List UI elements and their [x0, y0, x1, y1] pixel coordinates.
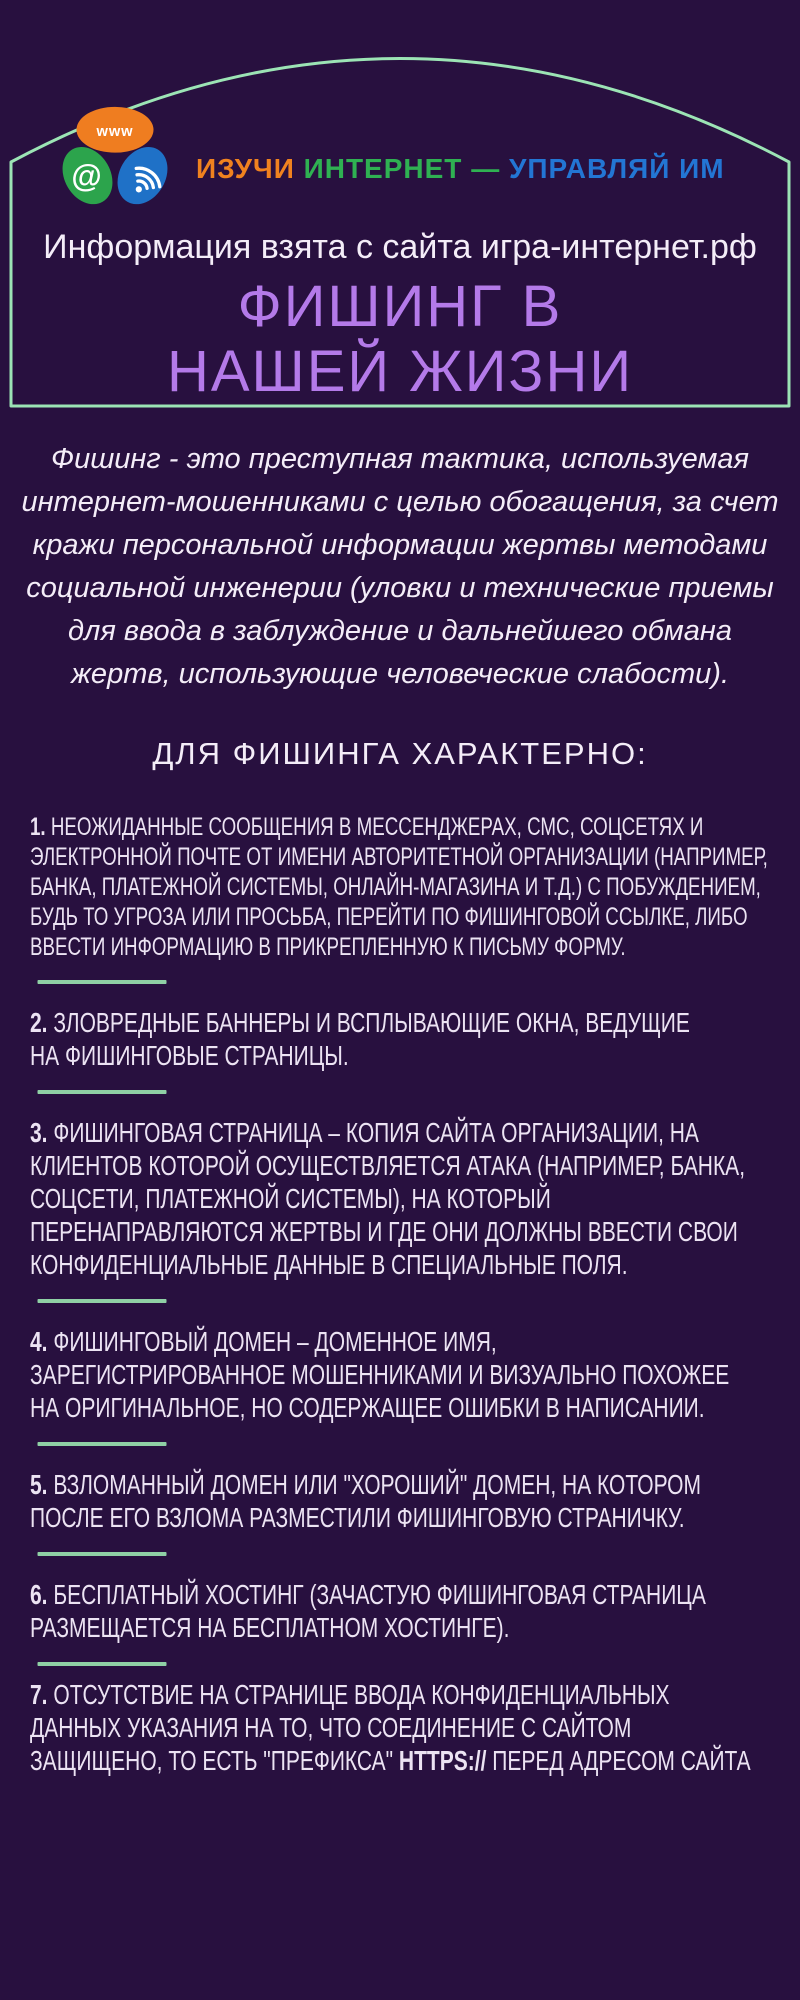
page-title — [0, 274, 800, 404]
list-heading: ДЛЯ ФИШИНГА ХАРАКТЕРНО: — [152, 736, 648, 771]
logo-text — [196, 152, 776, 186]
item-text-segment: ЗЛОВРЕДНЫЕ БАННЕРЫ И ВСПЛЫВАЮЩИЕ ОКНА, ВЕДУЩИЕ НА ФИШИНГОВЫЕ СТРАНИЦЫ. — [30, 1007, 690, 1071]
intro-paragraph: Фишинг - это преступная тактика, используемая интернет-мошенниками с целью обогащения, за счет кражи персональной информации жертвы методами социальной инженерии (уловки и технические приемы для ввода в заблуждение и дальнейшего обмана жертв, использующие человеческие слабости). — [21, 443, 779, 690]
characteristics-list — [30, 812, 770, 1777]
separator-line — [38, 1442, 167, 1446]
separator-line — [38, 1552, 167, 1556]
list-item — [30, 1006, 770, 1072]
item-text — [30, 1325, 770, 1424]
list-item — [30, 1468, 770, 1534]
separator-line — [38, 1299, 167, 1303]
svg-text:@: @ — [71, 158, 102, 194]
item-text-segment: ОТСУТСТВИЕ НА СТРАНИЦЕ ВВОДА КОНФИДЕНЦИАЛЬНЫХ ДАННЫХ УКАЗАНИЯ НА ТО, ЧТО СОЕДИНЕНИЕ С САЙТОМ ЗАЩИЩЕНО, ТО ЕСТЬ "ПРЕФИКСА" — [30, 1679, 670, 1776]
item-number: 2. — [30, 1007, 48, 1038]
item-text — [30, 812, 770, 962]
item-text — [30, 1578, 770, 1644]
list-item — [30, 1116, 770, 1281]
item-number: 7. — [30, 1679, 48, 1710]
list-item — [30, 1678, 770, 1777]
item-text-segment: НЕОЖИДАННЫЕ СООБЩЕНИЯ В МЕССЕНДЖЕРАХ, СМС, СОЦСЕТЯХ И ЭЛЕКТРОННОЙ ПОЧТЕ ОТ ИМЕНИ АВТОРИТЕТНОЙ ОРГАНИЗАЦИИ (НАПРИМЕР, БАНКА, ПЛАТЕЖНОЙ СИСТЕМЫ, ОНЛАЙН-МАГАЗИНА И Т.Д.) С ПОБУЖДЕНИЕМ, БУДЬ ТО УГРОЗА ИЛИ ПРОСЬБА, ПЕРЕЙТИ ПО ФИШИНГОВОЙ ССЫЛКЕ, ЛИБО ВВЕСТИ ИНФОРМАЦИЮ В ПРИКРЕПЛЕННУЮ К ПИСЬМУ ФОРМУ. — [30, 813, 768, 961]
item-number: 1. — [30, 813, 46, 841]
item-number: 6. — [30, 1579, 48, 1610]
item-number: 5. — [30, 1469, 48, 1500]
separator-line — [38, 980, 167, 984]
item-text-bold-segment: HTTPS:// — [398, 1745, 487, 1776]
logo-icon — [60, 104, 170, 216]
item-number: 4. — [30, 1326, 48, 1357]
item-text-segment: ПЕРЕД АДРЕСОМ САЙТА — [486, 1745, 751, 1776]
item-text — [30, 1468, 770, 1534]
list-item — [30, 1578, 770, 1644]
page-title-line-1: ФИШИНГ В — [237, 274, 563, 339]
svg-text:www: www — [96, 124, 134, 141]
item-text-segment: БЕСПЛАТНЫЙ ХОСТИНГ (ЗАЧАСТУЮ ФИШИНГОВАЯ СТРАНИЦА РАЗМЕЩАЕТСЯ НА БЕСПЛАТНОМ ХОСТИНГЕ). — [30, 1579, 706, 1643]
logo-text-part: ИНТЕРНЕТ — — [303, 153, 509, 184]
item-text-segment: ВЗЛОМАННЫЙ ДОМЕН ИЛИ "ХОРОШИЙ" ДОМЕН, НА КОТОРОМ ПОСЛЕ ЕГО ВЗЛОМА РАЗМЕСТИЛИ ФИШИНГОВУЮ СТРАНИЧКУ. — [30, 1469, 701, 1533]
page-title-line-2: НАШЕЙ ЖИЗНИ — [166, 339, 634, 404]
separator-line — [38, 1662, 167, 1666]
list-item — [30, 812, 770, 962]
logo-text-part: ИЗУЧИ — [196, 153, 304, 184]
item-number: 3. — [30, 1117, 48, 1148]
logo-text-part: УПРАВЛЯЙ ИМ — [508, 153, 725, 184]
list-item — [30, 1325, 770, 1424]
item-text — [30, 1678, 770, 1777]
source-attribution: Информация взята с сайта игра-интернет.рф — [43, 228, 757, 266]
item-text — [30, 1116, 770, 1281]
item-text-segment: ФИШИНГОВАЯ СТРАНИЦА – КОПИЯ САЙТА ОРГАНИЗАЦИИ, НА КЛИЕНТОВ КОТОРОЙ ОСУЩЕСТВЛЯЕТСЯ АТАКА (НАПРИМЕР, БАНКА, СОЦСЕТИ, ПЛАТЕЖНОЙ СИСТЕМЫ), НА КОТОРЫЙ ПЕРЕНАПРАВЛЯЮТСЯ ЖЕРТВЫ И ГДЕ ОНИ ДОЛЖНЫ ВВЕСТИ СВОИ КОНФИДЕНЦИАЛЬНЫЕ ДАННЫЕ В СПЕЦИАЛЬНЫЕ ПОЛЯ. — [30, 1117, 746, 1280]
www-badge — [77, 107, 154, 153]
separator-line — [38, 1090, 167, 1094]
item-text-segment: ФИШИНГОВЫЙ ДОМЕН – ДОМЕННОЕ ИМЯ, ЗАРЕГИСТРИРОВАННОЕ МОШЕННИКАМИ И ВИЗУАЛЬНО ПОХОЖЕЕ НА ОРИГИНАЛЬНОЕ, НО СОДЕРЖАЩЕЕ ОШИБКИ В НАПИСАНИИ. — [30, 1326, 730, 1423]
item-text — [30, 1006, 770, 1072]
